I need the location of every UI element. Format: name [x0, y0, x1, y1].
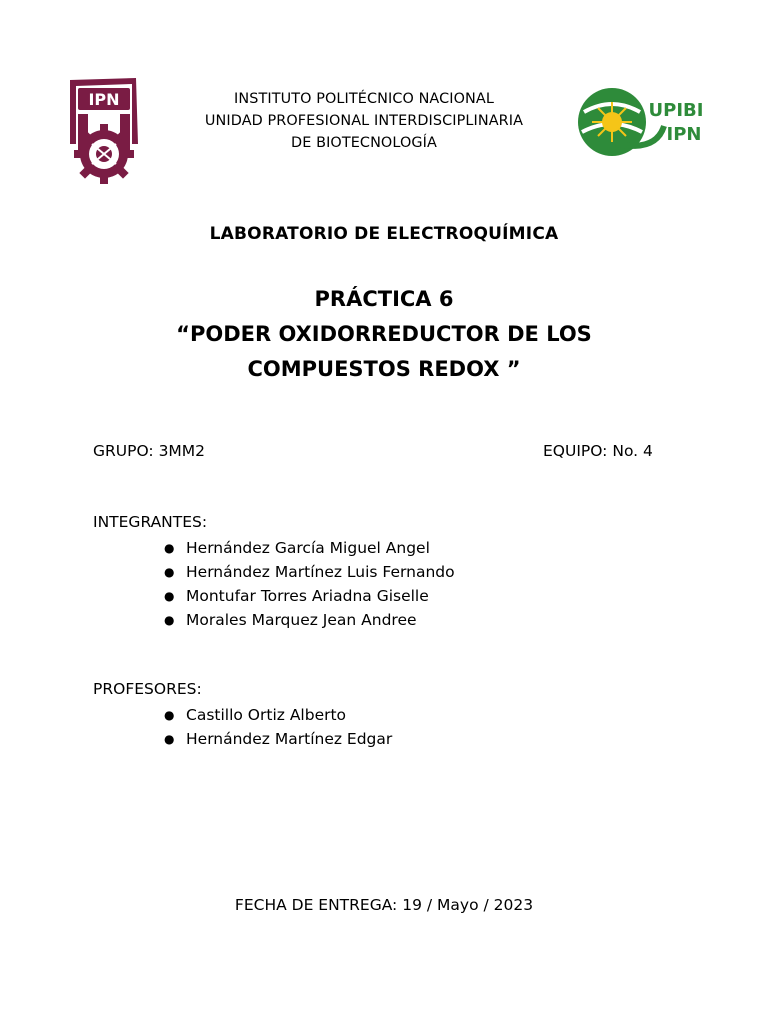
ipn-logo-text: IPN: [88, 90, 120, 109]
list-item: [164, 536, 455, 560]
equipo-field: [543, 442, 653, 460]
list-item: [164, 584, 455, 608]
equipo-value: No. 4: [612, 442, 653, 460]
practice-title: [0, 282, 768, 387]
member-name: Morales Marquez Jean Andree: [186, 611, 417, 629]
practice-title-line-2: COMPUESTOS REDOX ”: [247, 357, 521, 381]
fecha-entrega: [0, 896, 768, 914]
member-name: Hernández García Miguel Angel: [186, 539, 430, 557]
bullet-icon: ●: [164, 589, 175, 603]
equipo-label: EQUIPO:: [543, 442, 608, 460]
institution-line-2: UNIDAD PROFESIONAL INTERDISCIPLINARIA: [204, 113, 524, 129]
institution-header: [150, 88, 578, 154]
integrantes-list: [164, 536, 455, 632]
practice-number: PRÁCTICA 6: [314, 287, 454, 311]
institution-line-3: DE BIOTECNOLOGÍA: [291, 135, 437, 151]
grupo-label: GRUPO:: [93, 442, 154, 460]
ipn-logo: [62, 74, 144, 186]
profesores-label: PROFESORES:: [93, 680, 202, 698]
list-item: [164, 608, 455, 632]
profesores-list: [164, 703, 392, 751]
member-name: Hernández Martínez Luis Fernando: [186, 563, 455, 581]
list-item: [164, 703, 392, 727]
professor-name: Hernández Martínez Edgar: [186, 730, 393, 748]
lab-title: LABORATORIO DE ELECTROQUÍMICA: [209, 224, 559, 244]
fecha-label: FECHA DE ENTREGA:: [234, 896, 398, 914]
bullet-icon: ●: [164, 613, 175, 627]
grupo-field: [93, 442, 205, 460]
upibi-logo-text-bottom: IPN: [666, 124, 702, 145]
bullet-icon: ●: [164, 541, 175, 555]
bullet-icon: ●: [164, 565, 175, 579]
professor-name: Castillo Ortiz Alberto: [186, 706, 347, 724]
list-item: [164, 727, 392, 751]
list-item: [164, 560, 455, 584]
upibi-logo-text-top: UPIBI: [648, 100, 704, 121]
fecha-value: 19 / Mayo / 2023: [402, 896, 534, 914]
integrantes-label: INTEGRANTES:: [93, 513, 208, 531]
practice-title-line-1: “PODER OXIDORREDUCTOR DE LOS: [176, 322, 592, 346]
bullet-icon: ●: [164, 708, 175, 722]
institution-line-1: INSTITUTO POLITÉCNICO NACIONAL: [234, 91, 494, 107]
member-name: Montufar Torres Ariadna Giselle: [186, 587, 429, 605]
grupo-value: 3MM2: [158, 442, 206, 460]
bullet-icon: ●: [164, 732, 175, 746]
upibi-logo: [576, 86, 708, 158]
